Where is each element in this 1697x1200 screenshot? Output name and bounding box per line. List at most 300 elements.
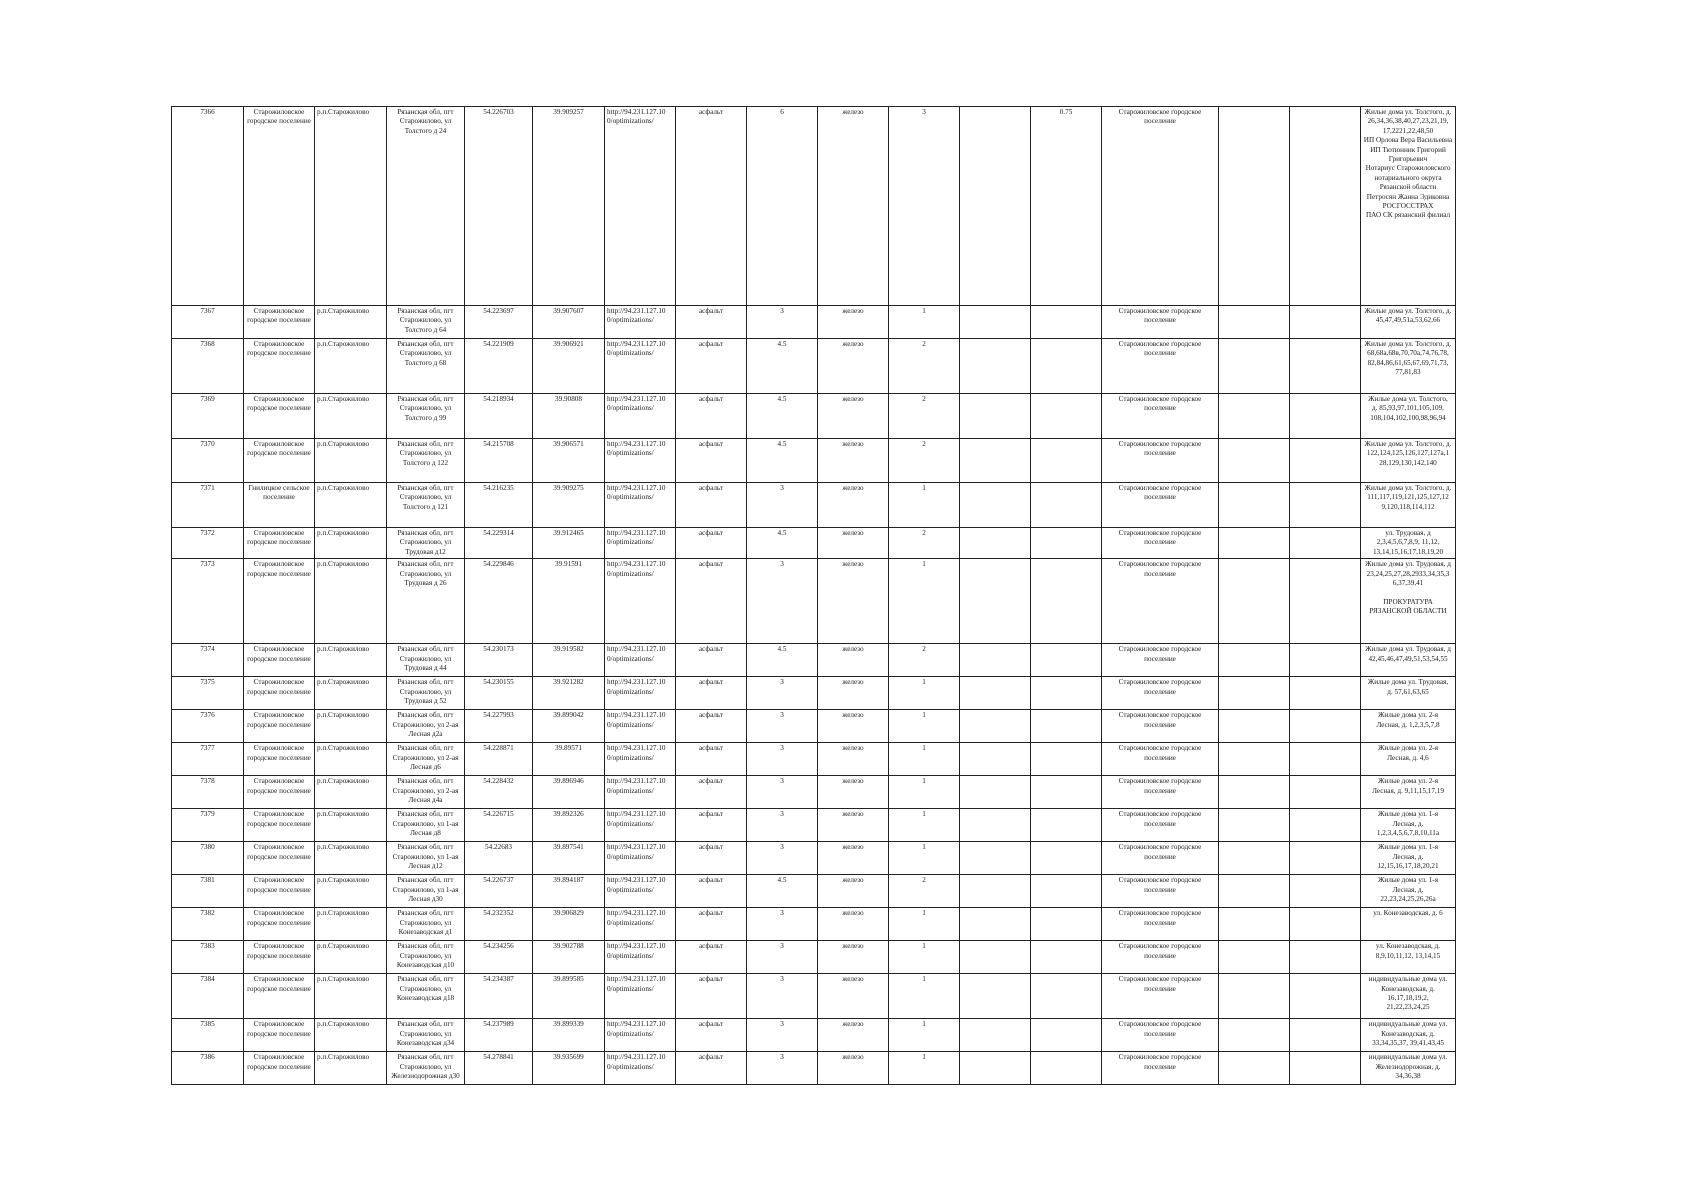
- cell-url: http://94.231.127.10 0/optimizations/: [605, 394, 676, 439]
- cell-c15: [1219, 743, 1290, 776]
- cell-material: железо: [818, 677, 889, 710]
- cell-owner: Старожиловское городское поселение: [1102, 743, 1219, 776]
- cell-served: [1361, 677, 1456, 710]
- cell-served: [1361, 842, 1456, 875]
- cell-surface: асфальт: [676, 809, 747, 842]
- table-row: [172, 1019, 1456, 1052]
- table-row: [172, 776, 1456, 809]
- served-line: Лесная, д. 4,6: [1387, 753, 1429, 762]
- cell-c13: [1031, 339, 1102, 394]
- cell-c12: [960, 842, 1031, 875]
- cell-locality: р.п.Старожилово: [315, 439, 387, 483]
- cell-locality: р.п.Старожилово: [315, 559, 387, 644]
- cell-c12: [960, 743, 1031, 776]
- cell-surface: асфальт: [676, 743, 747, 776]
- cell-c15: [1219, 107, 1290, 306]
- served-line: д. 57,61,63,65: [1387, 687, 1429, 696]
- cell-lat: 54.218934: [465, 394, 533, 439]
- cell-area: 4.5: [747, 339, 818, 394]
- cell-served: [1361, 528, 1456, 559]
- served-line: индивидуальные дома ул.: [1368, 975, 1448, 984]
- table-row: [172, 677, 1456, 710]
- cell-owner: Старожиловское городское поселение: [1102, 809, 1219, 842]
- served-line: Жилые дома ул. 1-я: [1377, 810, 1439, 819]
- cell-c13: [1031, 908, 1102, 941]
- cell-surface: асфальт: [676, 559, 747, 644]
- cell-c13: [1031, 677, 1102, 710]
- cell-material: железо: [818, 394, 889, 439]
- served-line: 28,129,130,142,140: [1379, 458, 1437, 467]
- table-row: [172, 875, 1456, 908]
- cell-served: [1361, 339, 1456, 394]
- cell-count: 1: [889, 974, 960, 1019]
- table-row: [172, 941, 1456, 974]
- cell-locality: р.п.Старожилово: [315, 483, 387, 528]
- cell-locality: р.п.Старожилово: [315, 842, 387, 875]
- cell-settlement: Старожиловское городское поселение: [244, 306, 315, 339]
- cell-lat: 54.229846: [465, 559, 533, 644]
- cell-settlement: Старожиловское городское поселение: [244, 842, 315, 875]
- served-line: 23,24,25,27,28,2933,34,35,3: [1366, 569, 1450, 578]
- cell-url: http://94.231.127.10 0/optimizations/: [605, 528, 676, 559]
- cell-c12: [960, 107, 1031, 306]
- cell-address: Рязанская обл, пгт Старожилово, ул Трудовая д 52: [387, 677, 465, 710]
- served-line: ПАО СК рязанский филиал: [1365, 211, 1451, 220]
- cell-lat: 54.227993: [465, 710, 533, 743]
- cell-area: 6: [747, 107, 818, 306]
- cell-settlement: Старожиловское городское поселение: [244, 809, 315, 842]
- cell-lon: 39.906921: [533, 339, 605, 394]
- cell-settlement: Старожиловское городское поселение: [244, 644, 315, 677]
- table-row: [172, 1052, 1456, 1085]
- served-line: Жилые дома ул. Толстого, д.: [1364, 440, 1452, 448]
- cell-area: 3: [747, 908, 818, 941]
- cell-url: http://94.231.127.10 0/optimizations/: [605, 1019, 676, 1052]
- cell-surface: асфальт: [676, 394, 747, 439]
- cell-area: 3: [747, 677, 818, 710]
- cell-c13: [1031, 710, 1102, 743]
- table-row: [172, 974, 1456, 1019]
- cell-locality: р.п.Старожилово: [315, 1019, 387, 1052]
- cell-count: 1: [889, 306, 960, 339]
- cell-material: железо: [818, 1052, 889, 1085]
- cell-served: [1361, 875, 1456, 908]
- cell-owner: Старожиловское городское поселение: [1102, 776, 1219, 809]
- cell-address: Рязанская обл, пгт Старожилово, ул 2-ая Лесная д4а: [387, 776, 465, 809]
- cell-c16: [1290, 1052, 1361, 1085]
- cell-settlement: Старожиловское городское поселение: [244, 559, 315, 644]
- cell-settlement: Старожиловское городское поселение: [244, 710, 315, 743]
- cell-area: 4.5: [747, 528, 818, 559]
- cell-c13: [1031, 1052, 1102, 1085]
- cell-served: [1361, 941, 1456, 974]
- cell-c16: [1290, 339, 1361, 394]
- cell-surface: асфальт: [676, 908, 747, 941]
- cell-owner: Старожиловское городское поселение: [1102, 842, 1219, 875]
- cell-served: [1361, 644, 1456, 677]
- cell-area: 3: [747, 1019, 818, 1052]
- cell-id: 7373: [172, 559, 244, 644]
- cell-settlement: Старожиловское городское поселение: [244, 908, 315, 941]
- served-line: ИП Орлова Вера Васильевна: [1363, 136, 1453, 145]
- cell-url: http://94.231.127.10 0/optimizations/: [605, 743, 676, 776]
- cell-lon: 39.897541: [533, 842, 605, 875]
- served-line: 22,23,24,25,26,26а: [1380, 895, 1436, 904]
- served-line: Лесная, д.: [1392, 852, 1424, 861]
- cell-served: [1361, 710, 1456, 743]
- cell-id: 7372: [172, 528, 244, 559]
- cell-c13: [1031, 941, 1102, 974]
- cell-material: железо: [818, 306, 889, 339]
- cell-count: 1: [889, 483, 960, 528]
- cell-c12: [960, 974, 1031, 1019]
- cell-material: железо: [818, 908, 889, 941]
- cell-c12: [960, 528, 1031, 559]
- served-line: Жилые дома ул. Трудовая, д: [1365, 645, 1451, 654]
- cell-id: 7370: [172, 439, 244, 483]
- cell-surface: асфальт: [676, 677, 747, 710]
- cell-locality: р.п.Старожилово: [315, 677, 387, 710]
- cell-c13: [1031, 809, 1102, 842]
- table-row: [172, 743, 1456, 776]
- table-row: [172, 339, 1456, 394]
- cell-c15: [1219, 677, 1290, 710]
- cell-lon: 39.894187: [533, 875, 605, 908]
- cell-c13: [1031, 875, 1102, 908]
- cell-address: Рязанская обл, пгт Старожилово, ул Толстого д 68: [387, 339, 465, 394]
- cell-area: 3: [747, 842, 818, 875]
- served-line: Жилые дома ул. Толстого, д.: [1364, 108, 1452, 116]
- served-line: 82,84,86,61,65,67,69,71,73,: [1367, 358, 1449, 367]
- cell-surface: асфальт: [676, 776, 747, 809]
- cell-c13: [1031, 743, 1102, 776]
- cell-lon: 39.935699: [533, 1052, 605, 1085]
- cell-c16: [1290, 439, 1361, 483]
- served-line: Конезаводская, д.: [1381, 984, 1435, 993]
- served-line: 42,45,46,47,49,51,53,54,55: [1368, 654, 1448, 663]
- cell-c13: [1031, 439, 1102, 483]
- cell-locality: р.п.Старожилово: [315, 941, 387, 974]
- cell-id: 7371: [172, 483, 244, 528]
- served-line: Жилые дома ул. 1-я: [1377, 876, 1439, 885]
- cell-served: [1361, 483, 1456, 528]
- cell-count: 3: [889, 107, 960, 306]
- cell-owner: Старожиловское городское поселение: [1102, 559, 1219, 644]
- cell-count: 1: [889, 1052, 960, 1085]
- cell-surface: асфальт: [676, 1052, 747, 1085]
- cell-locality: р.п.Старожилово: [315, 1052, 387, 1085]
- cell-settlement: Старожиловское городское поселение: [244, 339, 315, 394]
- cell-address: Рязанская обл, пгт Старожилово, ул 2-ая Лесная д6: [387, 743, 465, 776]
- cell-c15: [1219, 306, 1290, 339]
- table-row: [172, 306, 1456, 339]
- served-line: РОСГОССТРАХ: [1382, 202, 1434, 211]
- cell-count: 2: [889, 339, 960, 394]
- cell-locality: р.п.Старожилово: [315, 528, 387, 559]
- table-row: [172, 908, 1456, 941]
- cell-area: 3: [747, 974, 818, 1019]
- cell-lat: 54.226703: [465, 107, 533, 306]
- cell-url: http://94.231.127.10 0/optimizations/: [605, 107, 676, 306]
- cell-count: 1: [889, 776, 960, 809]
- cell-material: железо: [818, 1019, 889, 1052]
- cell-count: 2: [889, 875, 960, 908]
- cell-lat: 54.216235: [465, 483, 533, 528]
- cell-id: 7367: [172, 306, 244, 339]
- served-line: Жилые дома ул. Толстого,: [1368, 395, 1448, 403]
- cell-served: [1361, 107, 1456, 306]
- cell-url: http://94.231.127.10 0/optimizations/: [605, 842, 676, 875]
- cell-served: [1361, 559, 1456, 644]
- cell-lon: 39.921282: [533, 677, 605, 710]
- cell-locality: р.п.Старожилово: [315, 974, 387, 1019]
- served-line: 13,14,15,16,17,18,19,20: [1372, 547, 1444, 556]
- cell-c15: [1219, 339, 1290, 394]
- cell-lat: 54.234256: [465, 941, 533, 974]
- cell-lat: 54.228871: [465, 743, 533, 776]
- cell-address: Рязанская обл, пгт Старожилово, ул Трудовая д12: [387, 528, 465, 559]
- cell-lon: 39.907607: [533, 306, 605, 339]
- cell-id: 7369: [172, 394, 244, 439]
- served-line: Лесная, д. 9,11,15,17,19: [1372, 786, 1444, 795]
- cell-c16: [1290, 107, 1361, 306]
- cell-c13: [1031, 974, 1102, 1019]
- cell-served: [1361, 776, 1456, 809]
- cell-owner: Старожиловское городское поселение: [1102, 677, 1219, 710]
- served-line: 34,36,38: [1395, 1072, 1421, 1081]
- cell-lat: 54.237989: [465, 1019, 533, 1052]
- cell-count: 2: [889, 528, 960, 559]
- cell-served: [1361, 1052, 1456, 1085]
- cell-settlement: Старожиловское городское поселение: [244, 1052, 315, 1085]
- cell-area: 4.5: [747, 394, 818, 439]
- table-row: [172, 710, 1456, 743]
- served-line: 68,68а,68в,70,70а,74,76,78,: [1367, 349, 1449, 358]
- cell-owner: Старожиловское городское поселение: [1102, 306, 1219, 339]
- served-line: Жилые дома ул. Толстого, д.: [1364, 340, 1452, 348]
- cell-url: http://94.231.127.10 0/optimizations/: [605, 559, 676, 644]
- served-line: 2,3,4,5,6,7,8,9, 11,12,: [1376, 538, 1440, 547]
- cell-served: [1361, 439, 1456, 483]
- cell-owner: Старожиловское городское поселение: [1102, 974, 1219, 1019]
- cell-count: 1: [889, 1019, 960, 1052]
- cell-c12: [960, 306, 1031, 339]
- served-line: Жилые дома ул. Толстого, д. 45,47,49,51а,53,62,66: [1364, 307, 1452, 325]
- cell-c16: [1290, 1019, 1361, 1052]
- cell-url: http://94.231.127.10 0/optimizations/: [605, 483, 676, 528]
- waste-sites-table: [171, 106, 1456, 1085]
- cell-served: [1361, 743, 1456, 776]
- cell-owner: Старожиловское городское поселение: [1102, 908, 1219, 941]
- cell-lat: 54.232352: [465, 908, 533, 941]
- cell-owner: Старожиловское городское поселение: [1102, 483, 1219, 528]
- cell-lon: 39.896946: [533, 776, 605, 809]
- cell-material: железо: [818, 107, 889, 306]
- cell-count: 1: [889, 908, 960, 941]
- cell-c15: [1219, 776, 1290, 809]
- cell-locality: р.п.Старожилово: [315, 710, 387, 743]
- cell-surface: асфальт: [676, 483, 747, 528]
- cell-c12: [960, 1019, 1031, 1052]
- cell-lat: 54.278841: [465, 1052, 533, 1085]
- cell-c12: [960, 559, 1031, 644]
- served-line: 122,124,125,126,127,127а,1: [1366, 449, 1450, 458]
- cell-settlement: Старожиловское городское поселение: [244, 941, 315, 974]
- cell-id: 7375: [172, 677, 244, 710]
- served-line: Лесная, д.: [1392, 885, 1424, 894]
- cell-c15: [1219, 528, 1290, 559]
- cell-served: [1361, 394, 1456, 439]
- cell-id: 7383: [172, 941, 244, 974]
- served-line: 111,117,119,121,125,127,12: [1367, 493, 1449, 502]
- cell-count: 2: [889, 644, 960, 677]
- cell-lon: 39.902788: [533, 941, 605, 974]
- cell-url: http://94.231.127.10 0/optimizations/: [605, 644, 676, 677]
- cell-c12: [960, 710, 1031, 743]
- cell-c15: [1219, 439, 1290, 483]
- served-line: Жилые дома ул. Трудовая, д: [1365, 560, 1451, 569]
- cell-address: Рязанская обл, пгт Старожилово, ул Толстого д 122: [387, 439, 465, 483]
- cell-c15: [1219, 908, 1290, 941]
- served-line: ИП Тютюнник Григорий Григорьевич: [1370, 145, 1446, 164]
- table-row: [172, 644, 1456, 677]
- cell-address: Рязанская обл, пгт Старожилово, ул 1-ая Лесная д8: [387, 809, 465, 842]
- served-line: Лесная, д.: [1392, 819, 1424, 828]
- cell-lat: 54.221909: [465, 339, 533, 394]
- served-line: [1363, 588, 1453, 597]
- served-line: 17,2221,22,48,50: [1382, 126, 1434, 135]
- cell-surface: асфальт: [676, 306, 747, 339]
- cell-owner: Старожиловское городское поселение: [1102, 107, 1219, 306]
- cell-settlement: Старожиловское городское поселение: [244, 1019, 315, 1052]
- cell-count: 2: [889, 394, 960, 439]
- cell-served: [1361, 809, 1456, 842]
- cell-lat: 54.223697: [465, 306, 533, 339]
- served-line: ул. Конезаводская, д. 6: [1373, 909, 1443, 918]
- cell-served: [1361, 908, 1456, 941]
- cell-url: http://94.231.127.10 0/optimizations/: [605, 677, 676, 710]
- served-line: Конезаводская, д.: [1381, 1029, 1435, 1038]
- served-line: 33,34,35,37, 39,41,43,45: [1372, 1039, 1444, 1048]
- cell-locality: р.п.Старожилово: [315, 107, 387, 306]
- cell-c13: [1031, 394, 1102, 439]
- cell-served: [1361, 974, 1456, 1019]
- cell-id: 7378: [172, 776, 244, 809]
- cell-address: Рязанская обл, пгт Старожилово, ул Толстого д 24: [387, 107, 465, 306]
- cell-count: 1: [889, 677, 960, 710]
- served-line: 21,22,23,24,25: [1386, 1003, 1430, 1012]
- cell-c13: [1031, 842, 1102, 875]
- cell-c13: [1031, 1019, 1102, 1052]
- served-line: Жилые дома ул. 2-я: [1377, 744, 1439, 753]
- table-row: [172, 809, 1456, 842]
- cell-locality: р.п.Старожилово: [315, 644, 387, 677]
- cell-address: Рязанская обл, пгт Старожилово, ул Толстого д 121: [387, 483, 465, 528]
- cell-lon: 39.919582: [533, 644, 605, 677]
- cell-id: 7368: [172, 339, 244, 394]
- cell-settlement: Старожиловское городское поселение: [244, 528, 315, 559]
- cell-c15: [1219, 644, 1290, 677]
- cell-c16: [1290, 394, 1361, 439]
- cell-settlement: Старожиловское городское поселение: [244, 875, 315, 908]
- cell-settlement: Старожиловское городское поселение: [244, 394, 315, 439]
- cell-id: 7381: [172, 875, 244, 908]
- served-line: 26,34,36,38,40,27,23,21,19,: [1367, 117, 1449, 126]
- cell-surface: асфальт: [676, 941, 747, 974]
- cell-address: Рязанская обл, пгт Старожилово, ул 1-ая Лесная д30: [387, 875, 465, 908]
- cell-c16: [1290, 559, 1361, 644]
- cell-c15: [1219, 1052, 1290, 1085]
- served-line: Жилые дома ул. 1-я: [1377, 843, 1439, 852]
- table-row: [172, 842, 1456, 875]
- served-line: д. 85,93,97,101,105,109,: [1372, 404, 1444, 413]
- cell-area: 4.5: [747, 875, 818, 908]
- cell-settlement: Старожиловское городское поселение: [244, 974, 315, 1019]
- table-row: [172, 107, 1456, 306]
- cell-lat: 54.215708: [465, 439, 533, 483]
- cell-c16: [1290, 644, 1361, 677]
- cell-c16: [1290, 908, 1361, 941]
- served-line: ул. Трудовая, д: [1385, 529, 1431, 537]
- cell-c13: [1031, 559, 1102, 644]
- cell-lat: 54.226715: [465, 809, 533, 842]
- served-line: индивидуальные дома ул.: [1368, 1053, 1448, 1062]
- cell-settlement: Старожиловское городское поселение: [244, 439, 315, 483]
- cell-c16: [1290, 710, 1361, 743]
- cell-lon: 39.899042: [533, 710, 605, 743]
- cell-c15: [1219, 559, 1290, 644]
- cell-url: http://94.231.127.10 0/optimizations/: [605, 439, 676, 483]
- cell-owner: Старожиловское городское поселение: [1102, 875, 1219, 908]
- cell-c16: [1290, 306, 1361, 339]
- cell-locality: р.п.Старожилово: [315, 306, 387, 339]
- cell-id: 7374: [172, 644, 244, 677]
- cell-material: железо: [818, 339, 889, 394]
- cell-id: 7376: [172, 710, 244, 743]
- served-line: Лесная, д. 1,2,3,5,7,8: [1376, 720, 1440, 729]
- cell-surface: асфальт: [676, 644, 747, 677]
- cell-area: 3: [747, 710, 818, 743]
- cell-surface: асфальт: [676, 710, 747, 743]
- cell-url: http://94.231.127.10 0/optimizations/: [605, 974, 676, 1019]
- cell-id: 7382: [172, 908, 244, 941]
- cell-c16: [1290, 974, 1361, 1019]
- cell-material: железо: [818, 644, 889, 677]
- cell-id: 7385: [172, 1019, 244, 1052]
- cell-material: железо: [818, 439, 889, 483]
- cell-id: 7386: [172, 1052, 244, 1085]
- cell-area: 3: [747, 941, 818, 974]
- cell-c12: [960, 394, 1031, 439]
- served-line: ул. Конезаводская, д.: [1375, 942, 1441, 951]
- table-row: [172, 559, 1456, 644]
- cell-c13: [1031, 483, 1102, 528]
- cell-id: 7379: [172, 809, 244, 842]
- cell-lat: 54.226737: [465, 875, 533, 908]
- served-line: ПРОКУРАТУРА: [1383, 597, 1433, 606]
- cell-area: 3: [747, 306, 818, 339]
- cell-c12: [960, 1052, 1031, 1085]
- cell-lat: 54.22683: [465, 842, 533, 875]
- cell-material: железо: [818, 559, 889, 644]
- table-row: [172, 394, 1456, 439]
- served-line: Жилые дома ул. 2-я: [1377, 777, 1439, 786]
- cell-c13: [1031, 644, 1102, 677]
- cell-served: [1361, 306, 1456, 339]
- cell-locality: р.п.Старожилово: [315, 809, 387, 842]
- cell-count: 1: [889, 842, 960, 875]
- cell-c13: [1031, 528, 1102, 559]
